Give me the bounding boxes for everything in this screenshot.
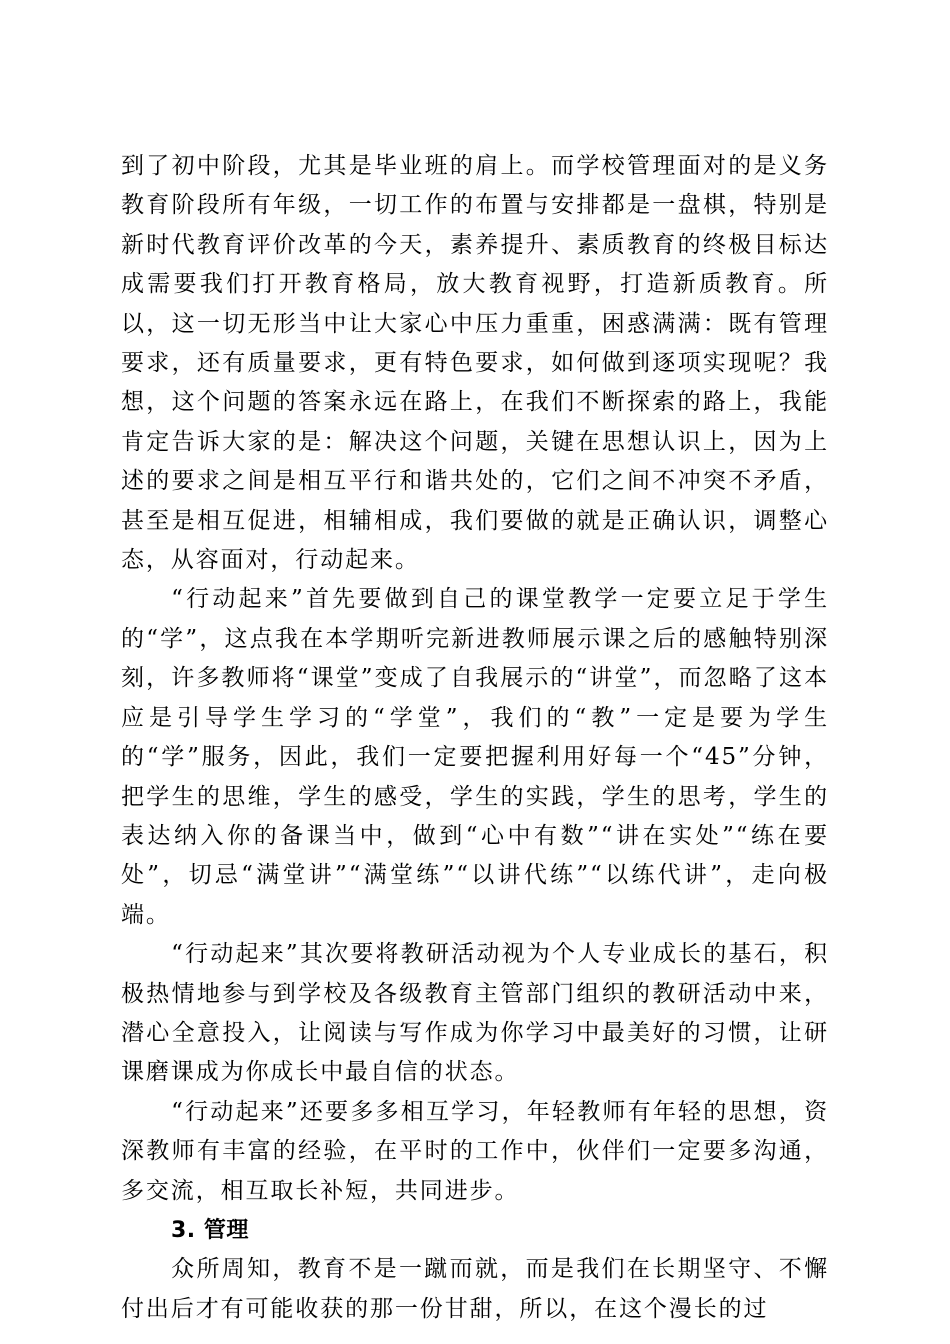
paragraph-management-intro: 众所周知，教育不是一蹴而就，而是我们在长期坚守、不懈付出后才有可能收获的那一份甘甜，所以，在这个漫长的过: [121, 1256, 829, 1322]
paragraph-continuation: 到了初中阶段，尤其是毕业班的肩上。而学校管理面对的是义务教育阶段所有年级，一切工作的布置与安排都是一盘棋，特别是新时代教育评价改革的今天，素养提升、素质教育的终极目标达成需要我们打开教育格局，放大教育视野，打造新质教育。所以，这一切无形当中让大家心中压力重重，困惑满满：既有管理要求，还有质量要求，更有特色要求，如何做到逐项实现呢？我想，这个问题的答案永远在路上，在我们不断探索的路上，我能肯定告诉大家的是：解决这个问题，关键在思想认识上，因为上述的要求之间是相互平行和谐共处的，它们之间不冲突不矛盾，甚至是相互促进，相辅相成，我们要做的就是正确认识，调整心态，从容面对，行动起来。: [121, 153, 829, 574]
paragraph-teaching-research: “行动起来”其次要将教研活动视为个人专业成长的基石，积极热情地参与到学校及各级教育主管部门组织的教研活动中来，潜心全意投入，让阅读与写作成为你学习中最美好的习惯，让研课磨课成为你成长中最自信的状态。: [121, 941, 829, 1086]
section-heading-management: 3. 管理: [171, 1217, 249, 1243]
document-page: [121, 147, 829, 1329]
paragraph-mutual-learning: “行动起来”还要多多相互学习，年轻教师有年轻的思想，资深教师有丰富的经验，在平时的工作中，伙伴们一定要多沟通，多交流，相互取长补短，共同进步。: [121, 1098, 829, 1204]
paragraph-classroom-teaching: “行动起来”首先要做到自己的课堂教学一定要立足于学生的“学”，这点我在本学期听完新进教师展示课之后的感触特别深刻，许多教师将“课堂”变成了自我展示的“讲堂”，而忽略了这本应是引导学生学习的“学堂”，我们的“教”一定是要为学生的“学”服务，因此，我们一定要把握利用好每一个“45”分钟，把学生的思维，学生的感受，学生的实践，学生的思考，学生的表达纳入你的备课当中，做到“心中有数”“讲在实处”“练在要处”，切忌“满堂讲”“满堂练”“以讲代练”“以练代讲”，走向极端。: [121, 586, 829, 928]
